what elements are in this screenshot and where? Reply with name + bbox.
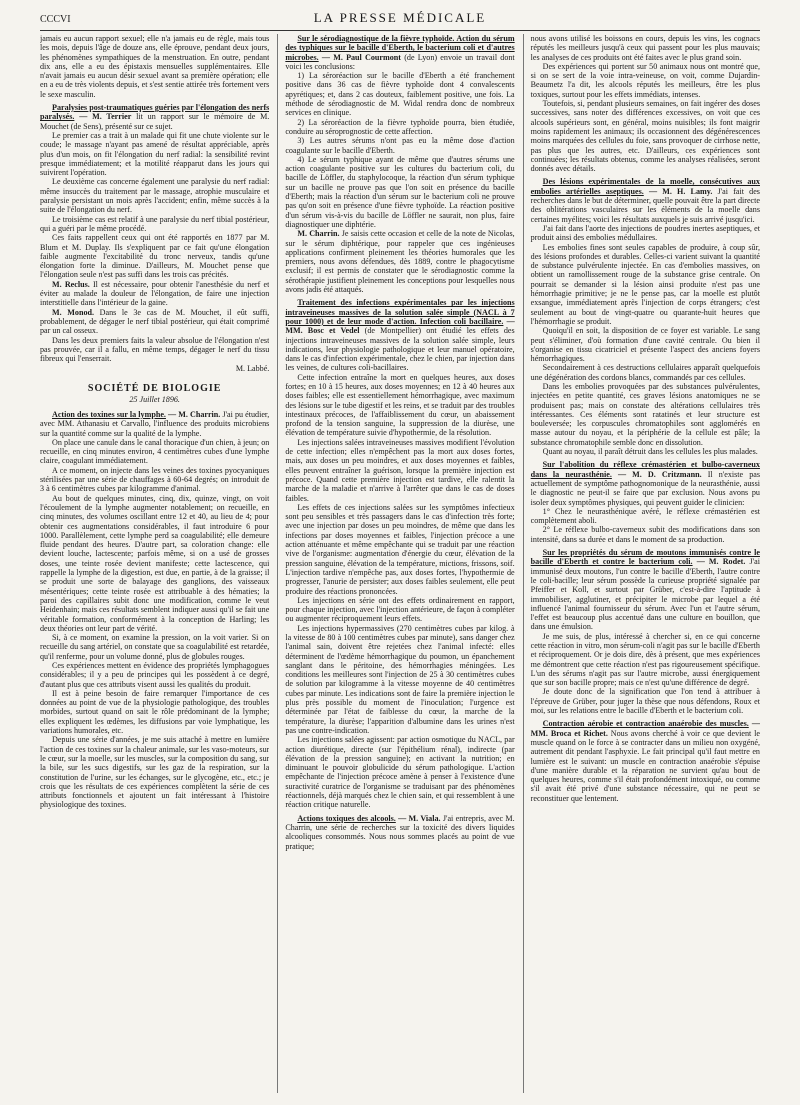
section-author: — M. Paul Courmont: [321, 52, 401, 62]
section-elongation: [40, 103, 269, 131]
section-intro: (de Montpellier) ont étudié les effets des injections intraveineuses massives de la solution salée simple, leurs indications, leur physiologie pathologique et leur manuel opératoire, dans le cas d'infection expérimentale, chez le chien, par injection dans les veines, de cultures coli-bacillaires.: [285, 326, 515, 373]
paragraph: Les injections en série ont des effets ordinairement en rapport, pour chaque injection, avec l'injection antérieure, de façon à compléter ou augmenter réciproquement leurs effets.: [285, 595, 515, 624]
paragraph: Cette infection entraîne la mort en quelques heures, aux doses fortes; en 10 à 15 heures, aux doses moyennes; en 12 à 40 heures aux doses faibles; elle est essentiellement hémorrhagique, avec maximum des lésions sur le tube digestif et les reins, et se traduit par des troubles intestinaux précoces, de l'affaiblissement du cœur, un abaissement profond de la tension sanguine, la suppression de la diurèse, une élévation de température suivie d'hypothermie, de la résolution.: [285, 372, 515, 438]
remark: Il est nécessaire, pour obtenir l'anesthésie du nerf et éviter au malade la douleur de l'élongation, de faire une injection interstitielle dans l'intérieur de la gaine.: [40, 279, 270, 308]
section-author: — M. Terrier: [79, 112, 132, 122]
section-title: Paralysies post-traumatiques guéries par l'élongation des nerfs paralysés.: [40, 103, 270, 122]
section-contraction: [531, 719, 760, 803]
paragraph: 3) Les autres sérums n'ont pas eu la même dose d'action coagulante sur le bacille d'Eberth.: [285, 136, 515, 155]
paragraph: Si, à ce moment, on examine la pression, on la voit varier. Si on recueille du sang artériel, on constate que sa coagulabilité est retardée, qu'il renferme, pour un volume donné, plus de globules rouges.: [40, 633, 270, 661]
journal-title: LA PRESSE MÉDICALE: [313, 10, 487, 25]
paragraph: 2° Le réflexe bulbo-caverneux subit des modifications dans son intensité, dans sa durée et dans le moment de sa production.: [530, 525, 760, 544]
page-header: [40, 10, 760, 28]
paragraph: Ces faits rappellent ceux qui ont été rapportés en 1877 par M. Blum et M. Duplay. Ils s'expliquent par ce fait qu'une élongation faible augmente l'excitabilité du tronc nerveux, tandis qu'une élongation forte la diminue. D'ailleurs, M. Mouchet pense que l'élongation seule n'est pas suffi dans les trois cas précités.: [40, 233, 270, 280]
section-author: — M. H. Lamy.: [648, 186, 713, 196]
section-serum-moutons: [531, 548, 760, 632]
paragraph: jamais eu aucun rapport sexuel; elle n'a jamais eu de règle, mais tous les mois, depuis l'âge de douze ans, elle éprouve, pendant deux jours, les phénomènes sympathiques de la menstruation. En outre, pendant dix ans, elle a eu des épistaxis mensuelles supplémentaires. Elle n'avait jamais eu aucun désir sexuel avant sa première opération; elle en a eu de très violents depuis, et s'est sentie attirée très fortement vers le sexe masculin.: [40, 34, 270, 99]
section-intro: lit un rapport sur le mémoire de M. Mouchet (de Sens), présenté sur ce sujet.: [40, 112, 270, 131]
section-intro: (de Lyon) envoie un travail dont voici les conclusions:: [285, 52, 515, 71]
paragraph: Les injections salées intraveineuses massives modifient l'évolution de cette infection; elles n'empêchent pas la mort aux doses fortes, mais, aux doses un peu moindres, et aux doses moyennes et faibles, elles peuvent entraîner la guérison, lorsque la première injection est précoce. Quand cette première injection est tardive, elle ralentit la marche de la maladie et n'arrive à l'arrêter que dans le cas de doses faibles.: [285, 437, 515, 503]
section-serodiagnostic: [285, 34, 514, 71]
section-injections: [285, 298, 514, 372]
paragraph: nous avons utilisé les boissons en cours, depuis les vins, les cognacs réputés les meilleurs jusqu'à ceux qui passent pour les plus mauvais; les analyses de ces produits ont été faites avec le plus grand soin.: [530, 34, 760, 62]
paragraph: Au bout de quelques minutes, cinq, dix, quinze, vingt, on voit l'écoulement de la lymphe augmenter notablement; on recueille, en cinq minutes, des volumes oscillant entre 12 et 40, au lieu de 4; pour obtenir ces augmentations considérables, il faut introduire 6 pour 1000. Parallèlement, cette lymphe perd sa coagulabilité; elle demeure fluide pendant des heures. D'autre part, sa coloration change: elle devient louche, lactescente; parfois même, si on a usé de grosses doses, une teinte rosée devient manifeste; cette lactescence, qui rappelle la lymphe de la digestion, est due, en partie, à de la graisse; il se produit une sorte de balayage des ganglions, des vaisseaux mésentériques; cette teinte rosée est attribuable à des hématies; la paroi des capillaires subit donc une modification, comme le veut Heidenhain; mais ces résultats semblent indiquer aussi qu'il se fait une véritable formation, conformément à la conception de Harling; les deux théories ont leur part de vérité.: [40, 493, 270, 633]
column-3: [523, 34, 760, 1093]
section-title: Sur le sérodiagnostique de la fièvre typhoïde. Action du sérum des typhiques sur le bacille d'Eberth, le bacterium coli et d'autres microbes.: [285, 34, 515, 62]
section-author: — M. Rodet.: [696, 557, 746, 567]
discussion-reclus: [40, 280, 269, 308]
paragraph: Des expériences qui portent sur 50 animaux nous ont montré que, si on se sert de la voie intra-veineuse, on voit, comme Dujardin-Beaumetz l'a dit, les alcools réputés les meilleurs, être les plus toxiques, surtout pour les effets immédiats, intenses.: [530, 61, 760, 99]
column-1: [40, 34, 269, 1093]
paragraph: Il est à peine besoin de faire remarquer l'importance de ces données au point de vue de la physiologie pathologique, des troubles morbides, surtout quand on sait le rôle prédominant de la lymphe; elles expliquent les œdèmes, les diffusions par voie lymphatique, les variations humorales, etc.: [40, 688, 270, 736]
section-moelle: [531, 177, 760, 223]
section-reflexe: [531, 460, 760, 506]
paragraph: Je doute donc de la signification que l'on tend à attribuer à l'épreuve de Grüber, pour juger la thèse que nous défendons, Roux et moi, sur les relations entre le bacille d'Eberth et le bacterium coli.: [530, 687, 760, 716]
paragraph: Quant au noyau, il paraît détruit dans les cellules les plus malades.: [542, 447, 758, 457]
society-title: SOCIÉTÉ DE BIOLOGIE: [87, 382, 222, 394]
speaker: M. Monod.: [52, 307, 95, 317]
session-date: 25 Juillet 1896.: [129, 394, 180, 404]
paragraph: Les injections hypermassives (270 centimètres cubes par kilog. à la vitesse de 80 à 100 centimètres cubes par minute), sans danger chez l'animal sain, doivent être rejetées chez l'animal infecté: elles déterminent de l'œdème hémorrhagique du poumon, un épanchement sanglant dans le péritoine, des hémorrhagies méningées. Les conditions les meilleures sont l'injection de 25 à 30 centimètres cubes de solution par kilogramme à la vitesse moyenne de 40 centimètres cubes par minute. Les indications sont de faire la première injection le plus près possible du moment de l'inoculation; l'urgence est déterminée par l'état de faiblesse du cœur, la marche de la température, la diurèse; l'apparition d'albumine dans les urines n'est pas une contre-indication.: [285, 623, 515, 735]
signature: M. Labbé.: [235, 364, 270, 374]
section-title: Traitement des infections expérimentales par les injections intraveineuses massives de la solution salée simple (NACL à 7 pour 1000) et de leur mode d'action. Infection coli bacillaire.: [285, 298, 515, 326]
paragraph: 1) La séroréaction sur le bacille d'Eberth a été franchement positive dans 36 cas de fièvre typhoïde dont 4 convalescents apyrétiques; et, dans 2 cas douteux, faiblement positive, une fois. La méthode de sérodiagnostic de M. Widal rendra donc de nombreux services en clinique.: [285, 71, 515, 118]
speaker: M. Charrin.: [297, 229, 340, 239]
paragraph: Dans les deux premiers faits la valeur absolue de l'élongation n'est pas prouvée, car il a fallu, en même temps, dégager le nerf du tissu fibreux qui l'enserrait.: [40, 335, 270, 364]
paragraph: J'ai fait dans l'aorte des injections de poudres inertes aseptiques, et produit ainsi des embolies médullaires.: [530, 223, 760, 243]
paragraph: On place une canule dans le canal thoracique d'un chien, à jeun; on recueille, en cinq minutes environ, 4 centimètres cubes d'une lymphe claire, coagulant immédiatement.: [40, 437, 270, 466]
paragraph: Depuis une série d'années, je me suis attaché à mettre en lumière l'action de ces toxines sur la chaleur animale, sur les vaso-moteurs, sur le cœur, sur la moelle, sur les muscles, sur la composition du sang, sur la bile, sur les sucs digestifs, sur les gaz de la respiration, sur la constitution de l'urine, sur les échanges, sur le glycogène, etc., etc.; je crois que les résultats de ces expériences complètent la série de ces attributs fonctionnels et ajoutent un fait intéressant à l'histoire physiologique des toxines.: [40, 735, 270, 810]
section-alcools: [285, 814, 514, 851]
section-intro: J'ai pu étudier, avec MM. Athanasiu et Carvallo, l'influence des produits microbiens sur la quantité comme sur la qualité de la lymphe.: [40, 409, 270, 438]
paragraph: Le troisième cas est relatif à une paralysie du nerf tibial postérieur, qui a guéri par le même procédé.: [40, 214, 270, 233]
section-toxines: [40, 410, 269, 438]
section-title: Sur les propriétés du sérum de moutons immunisés contre le bacille d'Eberth et contre le bacterium coli.: [530, 548, 760, 567]
paragraph: Toutefois, si, pendant plusieurs semaines, on fait ingérer des doses successives, sans noter des différences excessives, on voit que ces alcools supérieurs sont, en général, moins nuisibles; ils font maigrir moins rapidement les animaux; ils occasionnent des dégénérescences moins marquées des cellules du foie, sans provoquer de cirrhose nette, pas plus que les autres, etc. D'ailleurs, ces expériences sont continuées; les résultats obtenus, comme les analyses réalisées, seront donnés avec détails.: [530, 99, 760, 174]
paragraph: Dans les embolies provoquées par des substances pulvérulentes, injectées en petite quantité, ces graves lésions anatomiques ne se produisent pas; mais on constate des altérations cellulaires très intéressantes. Ces éléments sont ratatinés et leur structure est bouleversée; les corpuscules chromatophiles sont agglomérés en masse autour du noyau, et la périphérie de la cellule est pâle; la substance chromatophile semble donc en dissolution.: [530, 381, 760, 447]
column-2: [277, 34, 514, 1093]
paragraph: Quoiqu'il en soit, la disposition de ce foyer est variable. Le sang peut s'éliminer, d'où formation d'une cavité centrale. Ou bien il s'organise en tissu cicatriciel et présente l'aspect des anciens foyers hémorrhagiques.: [530, 326, 760, 364]
remark: Dans le 3e cas de M. Mouchet, il eût suffi, probablement, de dégager le nerf tibial postérieur, qui était comprimé par un cal osseux.: [40, 307, 270, 336]
columns: [40, 34, 760, 1093]
section-title: Des lésions expérimentales de la moelle, consécutives aux embolies artérielles aseptiques.: [530, 177, 760, 196]
speaker: M. Reclus.: [52, 279, 90, 289]
page-number: CCCVI: [40, 14, 71, 25]
section-title: Action des toxines sur la lymphe.: [52, 409, 166, 419]
section-intro: J'ai immunisé deux moutons, l'un contre le bacille d'Eberth, l'autre contre le coli-bacille; leur sérum possède la curieuse propriété signalée par Pfeiffer et Koll, et surtout par Grüber, c'est-à-dire l'aptitude à immobiliser, agglutiner, et précipiter le microbe par lequel a été influencé l'animal fournisseur du sérum. Avec l'un et l'autre sérum, l'effet est beaucoup plus accentué dans une culture en bouillon, que dans une émulsion.: [530, 557, 760, 632]
header-rule: [40, 30, 760, 31]
section-author: — M. Viala.: [398, 813, 441, 823]
section-author: — M. Charrin.: [168, 409, 221, 419]
remark: Je saisis cette occasion et celle de la note de Nicolas, sur le sérum diphtérique, pour rappeler que ces ingénieuses applications confirment pleinement les théories humorales que les premiers, nous avons défendues, dès 1889, contre le phagocytisme exclusif; il est permis de constater que le sérodiagnostic comme la sérothérapie justifient pleinement les conceptions pour lesquelles nous avons jadis été attaqués.: [285, 229, 515, 295]
section-intro: J'ai entrepris, avec M. Charrin, une série de recherches sur la toxicité des divers liquides alcooliques consommés. Nous nous sommes placés au point de vue pratique;: [285, 813, 515, 851]
paragraph: 4) Le sérum typhique ayant de même que d'autres sérums une action coagulante positive sur les cultures du bacterium coli, du bacille de Löffler, du staphylocoque, la réaction d'un sérum typhique sur un bacille ne prouve pas que l'on soit en présence du bacille d'Eberth; mais la réaction d'un sérum sur le bacterium coli ne prouve pas qu'on soit en présence d'une fièvre typhoïde. La réaction positive d'un sérum vis-à-vis du bacille de Löffler ne saurait, non plus, faire diagnostiquer une diphtérie.: [285, 154, 515, 229]
paragraph: 2) La séroréaction de la fièvre typhoïde pourra, bien étudiée, conduire au séroprognostic de cette affection.: [285, 117, 515, 136]
paragraph: Le deuxième cas concerne également une paralysie du nerf radial: même insuccès du traitement par le massage, atrophie musculaire et paralysie persistant un mois après l'accident; enfin, même succès à la suite de l'élongation du nerf.: [40, 177, 270, 215]
discussion-monod: [40, 308, 269, 336]
section-intro: Il n'existe pas actuellement de symptôme pathognomonique de la neurasthénie, aussi le diagnostic ne peut-il se faire que par exclusion. Nous avons pu isoler deux symptômes physiques, qui peuvent guider le clinicien:: [530, 469, 760, 507]
paragraph: Ces expériences mettent en évidence des propriétés lymphagogues considérables; il y a peu de principes qui les possèdent à ce degré, d'autant plus que ces attributs visent aussi les qualités du produit.: [40, 661, 270, 689]
section-title: Contraction aérobie et contraction anaérobie des muscles.: [542, 719, 749, 729]
paragraph: Les injections salées agissent: par action osmotique du NACL, par action diurétique, directe (sur l'épithélium rénal), indirecte (par élévation de la pression sanguine); en activant la nutrition; en diminuant le pouvoir globulicide du sérum pathologique. L'action empêchante de l'injection précoce amène à penser à l'existence d'une suractivité curatrice de l'organisme se traduisant par des phénomènes réactionnels, déjà marqués chez le chien sain, et qui ressemblent à une réaction critique naturelle.: [285, 735, 515, 810]
paragraph: Les embolies fines sont seules capables de produire, à coup sûr, des lésions profondes et durables. Celles-ci varient suivant la quantité de substance pulvérulente injectée. En cas d'embolies massives, on obtient un ramollissement rouge de la substance grise centrale. On pourrait se demander si la lésion ainsi produite n'est pas une hémorrhagie primitive; je ne le pense pas, car la moelle est plutôt exsangue, immédiatement après l'injection de corps étrangers; c'est seulement au bout de vingt-quatre ou quarante-huit heures que l'hémorrhagie se produit.: [530, 242, 760, 326]
section-intro: J'ai fait des recherches dans le but de déterminer, quelle pouvait être la part directe des oblitérations vasculaires sur les éléments de la moelle dans certaines myélites; voici les résultats auxquels je suis arrivé jusqu'ici.: [530, 186, 760, 224]
paragraph: A ce moment, on injecte dans les veines des toxines pyocyaniques stérilisées par une série de chauffages à 60-64 degrés; on introduit de 3 à 6 centimètres cubes par kilogramme d'animal.: [40, 465, 270, 494]
section-title: Sur l'abolition du réflexe crémastérien et bulbo-caverneux dans la neurasthénie.: [530, 460, 760, 479]
section-intro: Nous avons cherché à voir ce que devient le muscle quand on le force à se contracter dans un milieu non oxygéné, autrement dit pendant l'asphyxie. Le fait principal qu'il faut mettre en lumière est le suivant: un muscle en contraction anaérobie s'épuise d'une manière durable et la réparation ne survient qu'au bout de quelques heures, comme s'il était profondément intoxiqué, ou comme s'il avait été privé d'une substance nécessaire, qui ne peut se reconstituer que lentement.: [530, 728, 760, 803]
paragraph: Le premier cas a trait à un malade qui fit une chute violente sur le coude; le massage n'ayant pas amené de résultat appréciable, après plus d'un mois, on fit l'élongation du nerf radial: la sensibilité revint presque immédiatement; et la motilité réapparut dans les jours qui suivirent l'opération.: [40, 130, 270, 178]
discussion-charrin: [285, 229, 514, 294]
section-author: — MM. Broca et Richet.: [530, 719, 760, 738]
paragraph: Les effets de ces injections salées sur les symptômes infectieux sont peu sensibles et très passagers dans le cas d'infection très forte; avec une injection par doses un peu moindres, de même que dans les infections par doses moyennes et faibles, l'injection précoce a une action atténuante et même empêchante qui se traduit par une réaction vive de l'organisme: augmentation d'énergie du cœur, élévation de la pression sanguine, élévation de la température, mictions, frissons, soif. L'injection tardive n'empêche pas, aux doses fortes, l'hypothermie de progresser, l'anurie de persister; aux doses faibles seulement, elle peut produire des réactions prononcées.: [285, 502, 515, 596]
section-title: Actions toxiques des alcools.: [297, 813, 396, 823]
paragraph: Je me suis, de plus, intéressé à chercher si, en ce qui concerne cette réaction in vitro, mon sérum-coli n'agit pas sur le bacille d'Eberth et réciproquement. Or je dois dire, dès à présent, que mes expériences me démontrent que cette réaction n'est pas rigoureusement spécifique. L'un des sérums n'agit pas sur l'autre microbe, aussi énergiquement que sur son bacille propre; mais ce n'est qu'une différence de degré.: [530, 631, 760, 688]
paragraph: Secondairement à ces destructions cellulaires apparaît quelquefois une dégénération des cordons blancs, commandés par ces cellules.: [530, 363, 760, 382]
section-author: — MM. Bosc et Vedel: [285, 316, 515, 336]
section-author: — M. D. Critzmann.: [617, 469, 702, 479]
paragraph: 1° Chez le neurasthénique avéré, le réflexe crémastérien est complètement aboli.: [530, 506, 760, 526]
